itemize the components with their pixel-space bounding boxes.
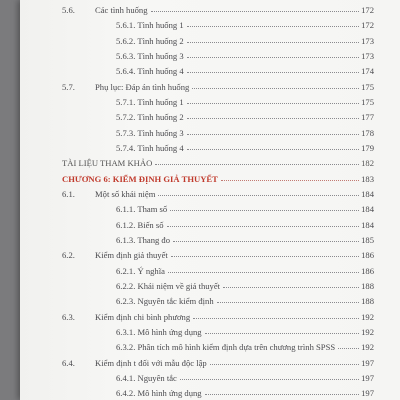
toc-entry-number: 6.1.: [62, 189, 75, 199]
toc-entry-title: Kiểm định chi bình phương: [95, 312, 191, 322]
toc-entry-title: 5.6.3. Tình huống 3: [116, 51, 184, 61]
dot-leader: [151, 10, 360, 12]
dot-leader: [210, 363, 359, 365]
toc-entry-page: 184: [361, 189, 374, 199]
toc-entry-subsection: [116, 386, 374, 398]
toc-entry-title: Các tình huống: [95, 5, 148, 15]
toc-entry-title: 6.3.2. Phân tích mô hình kiểm định dựa trên chương trình SPSS: [116, 342, 336, 352]
dot-leader: [180, 378, 359, 380]
dot-leader: [171, 255, 359, 257]
dot-leader: [173, 240, 359, 242]
toc-entry-page: 183: [361, 174, 374, 184]
dot-leader: [223, 286, 359, 288]
toc-entry-title: 6.4.2. Mô hình ứng dụng: [116, 388, 202, 398]
toc-entry-title: 5.7.3. Tình huống 3: [116, 128, 184, 138]
toc-entry-chapter: [62, 172, 374, 184]
dot-leader: [187, 148, 359, 150]
toc-entry-title: 6.2.1. Ý nghĩa: [116, 266, 165, 276]
toc-entry-title: 5.6.4. Tình huống 4: [116, 66, 184, 76]
toc-entry-page: 173: [361, 51, 374, 61]
toc-entry-title: 5.6.1. Tình huống 1: [116, 20, 184, 30]
dot-leader: [205, 332, 360, 334]
dot-leader: [221, 179, 359, 181]
toc-entry-page: 182: [361, 158, 374, 168]
toc-entry-subsection: [116, 371, 374, 383]
toc-entry-page: 185: [361, 235, 374, 245]
toc-entry-page: 177: [361, 112, 374, 122]
toc-entry-page: 186: [361, 266, 374, 276]
toc-entry-page: 175: [361, 82, 374, 92]
toc-entry-subsection: [116, 18, 374, 30]
toc-entry-subsection: [116, 49, 374, 61]
toc-entry-number: 5.7.: [62, 82, 75, 92]
dot-leader: [187, 71, 359, 73]
toc-entry-references: [62, 156, 374, 168]
dot-leader: [187, 133, 359, 135]
toc-entry-title: Một số khái niệm: [95, 189, 156, 199]
toc-entry-subsection: [116, 325, 374, 337]
toc-entry-page: 178: [361, 128, 374, 138]
toc-entry-section: [62, 248, 374, 260]
dot-leader: [338, 347, 359, 349]
toc-entry-subsection: [116, 64, 374, 76]
dot-leader: [158, 194, 359, 196]
dot-leader: [217, 301, 359, 303]
dot-leader: [193, 317, 359, 319]
dot-leader: [187, 102, 359, 104]
toc-entry-title: 6.1.1. Tham số: [116, 204, 168, 214]
toc-entry-title: 5.7.2. Tình huống 2: [116, 112, 184, 122]
toc-entry-title: CHƯƠNG 6: KIỂM ĐỊNH GIẢ THUYẾT: [62, 174, 218, 184]
toc-entry-subsection: [116, 279, 374, 291]
dot-leader: [155, 163, 359, 165]
toc-entry-subsection: [116, 340, 374, 352]
toc-entry-title: Kiểm định t đối với mẫu độc lập: [95, 358, 207, 368]
toc-entry-title: 6.4.1. Nguyên tắc: [116, 373, 177, 383]
toc-entry-title: 5.7.4. Tình huống 4: [116, 143, 184, 153]
book-page: [20, 0, 400, 400]
dot-leader: [170, 209, 359, 211]
toc-entry-subsection: [116, 218, 374, 230]
toc-entry-title: 6.1.2. Biến số: [116, 220, 164, 230]
toc-entry-page: 173: [361, 36, 374, 46]
dot-leader: [187, 117, 359, 119]
toc-entry-subsection: [116, 34, 374, 46]
dot-leader: [187, 25, 359, 27]
toc-entry-page: 175: [361, 97, 374, 107]
toc-entry-number: 6.4.: [62, 358, 75, 368]
toc-entry-page: 192: [361, 312, 374, 322]
dot-leader: [205, 393, 360, 395]
toc-entry-subsection: [116, 110, 374, 122]
dot-leader: [167, 225, 360, 227]
toc-entry-page: 179: [361, 143, 374, 153]
toc-entry-page: 174: [361, 66, 374, 76]
toc-entry-subsection: [116, 202, 374, 214]
toc-entry-title: Kiểm định giả thuyết: [95, 250, 168, 260]
toc-entry-page: 186: [361, 250, 374, 260]
toc-entry-title: 6.2.3. Nguyên tắc kiểm định: [116, 296, 214, 306]
toc-entry-title: Phụ lục: Đáp án tình huống: [95, 82, 190, 92]
dot-leader: [187, 41, 359, 43]
toc-entry-page: 188: [361, 296, 374, 306]
toc-entry-title: 6.1.3. Thang đo: [116, 235, 171, 245]
toc-entry-section: [62, 356, 374, 368]
toc-entry-subsection: [116, 126, 374, 138]
toc-entry-subsection: [116, 294, 374, 306]
toc-entry-number: 6.2.: [62, 250, 75, 260]
toc-entry-section: [62, 187, 374, 199]
toc-entry-number: 6.3.: [62, 312, 75, 322]
toc-entry-section: [62, 3, 374, 15]
toc-entry-title: 6.2.2. Khái niệm về giả thuyết: [116, 281, 221, 291]
toc-entry-page: 172: [361, 5, 374, 15]
toc-entry-page: 192: [361, 327, 374, 337]
toc-entry-subsection: [116, 264, 374, 276]
toc-entry-page: 197: [361, 388, 374, 398]
toc-entry-subsection: [116, 233, 374, 245]
dot-leader: [168, 271, 359, 273]
toc-entry-number: 5.6.: [62, 5, 75, 15]
toc-entry-title: TÀI LIỆU THAM KHẢO: [62, 158, 153, 168]
toc-entry-page: 197: [361, 373, 374, 383]
toc-entry-section: [62, 80, 374, 92]
toc-entry-title: 5.6.2. Tình huống 2: [116, 36, 184, 46]
toc-entry-section: [62, 310, 374, 322]
toc-entry-page: 188: [361, 281, 374, 291]
toc-entry-subsection: [116, 95, 374, 107]
toc-entry-page: 184: [361, 204, 374, 214]
toc-entry-subsection: [116, 141, 374, 153]
dot-leader: [192, 87, 359, 89]
toc-entry-page: 192: [361, 342, 374, 352]
toc-entry-title: 6.3.1. Mô hình ứng dụng: [116, 327, 202, 337]
toc-entry-title: 5.7.1. Tình huống 1: [116, 97, 184, 107]
dot-leader: [187, 56, 359, 58]
toc-entry-page: 197: [361, 358, 374, 368]
toc-entry-page: 184: [361, 220, 374, 230]
toc-entry-page: 172: [361, 20, 374, 30]
